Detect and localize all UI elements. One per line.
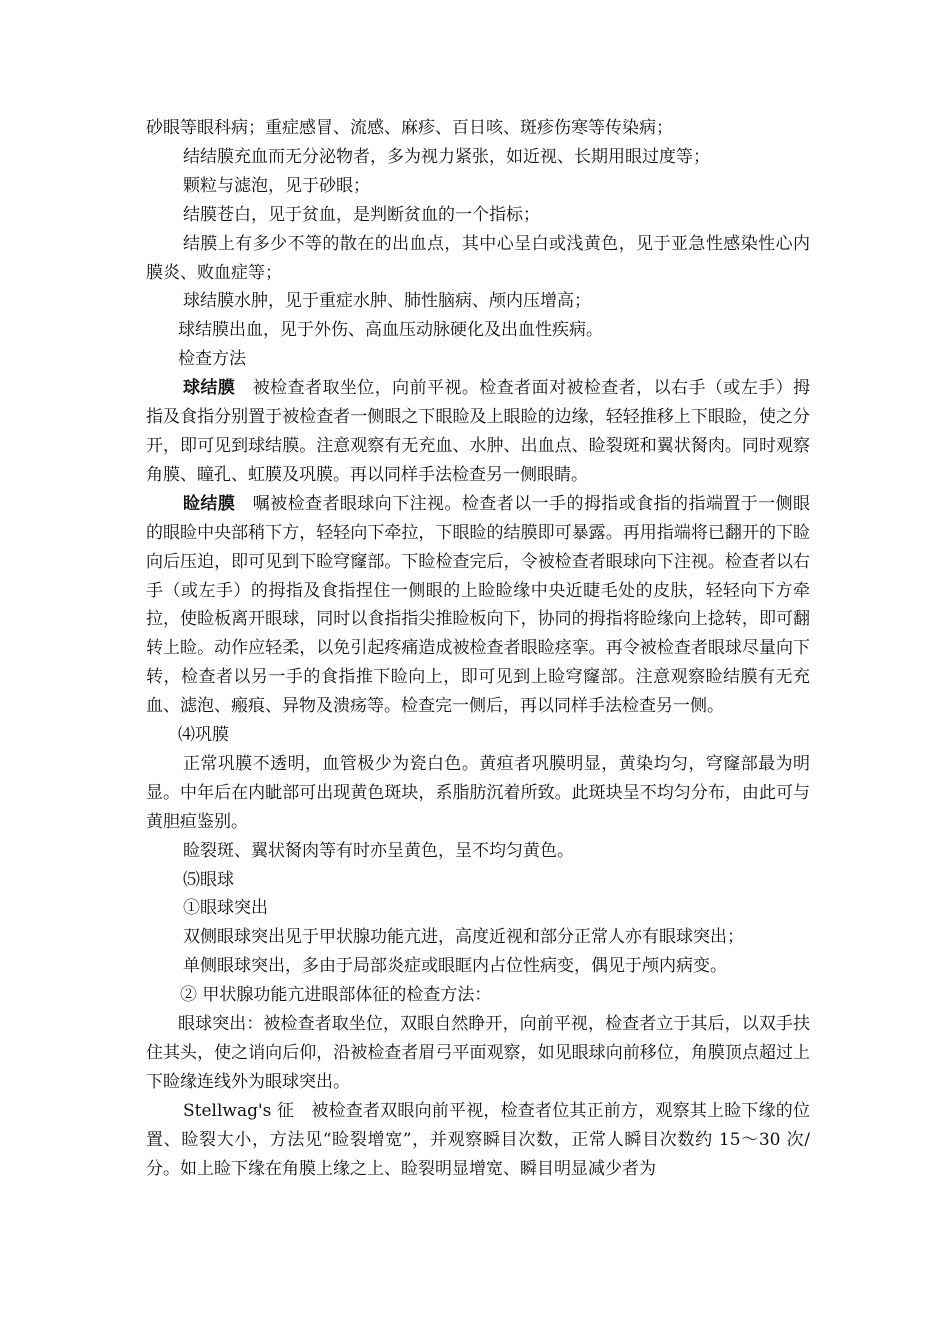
paragraph-7: 球结膜出血，见于外伤、高血压动脉硬化及出血性疾病。 xyxy=(178,320,603,341)
paragraph-3: 颗粒与滤泡，见于砂眼； xyxy=(183,175,370,196)
term-palpebral-conjunctiva: 睑结膜 xyxy=(183,493,236,514)
paragraph-15: 双侧眼球突出见于甲状腺功能亢进，高度近视和部分正常人亦有眼球突出； xyxy=(183,927,744,948)
paragraph-16: 单侧眼球突出，多由于局部炎症或眼眶内占位性病变，偶见于颅内病变。 xyxy=(183,956,727,977)
section-heading-method: 检查方法 xyxy=(178,349,246,370)
subheading-hyperthyroid-method: ② 甲状腺功能亢进眼部体征的检查方法： xyxy=(180,985,492,1006)
paragraph-2: 结结膜充血而无分泌物者，多为视力紧张，如近视、长期用眼过度等； xyxy=(183,146,710,167)
paragraph-text: 被检查者取坐位，向前平视。检查者面对被检查者，以右手（或左手）拇指及食指分别置于被检查者一侧眼之下眼睑及上眼睑的边缘，轻轻推移上下眼睑，使之分开，即可见到球结膜。注意观察有无充血、水肿、出血点、睑裂斑和翼状胬肉。同时观察角膜、瞳孔、虹膜及巩膜。再以同样手法检查另一侧眼睛。 xyxy=(146,378,811,485)
paragraph-1: 砂眼等眼科病；重症感冒、流感、麻疹、百日咳、斑疹伤寒等传染病； xyxy=(146,118,673,138)
paragraph-5: 结膜上有多少不等的散在的出血点，其中心呈白或浅黄色，见于亚急性感染性心内膜炎、败血症等； xyxy=(146,233,810,283)
paragraph-6: 球结膜水肿，见于重症水肿、肺性脑病、颅内压增高； xyxy=(183,291,591,312)
paragraph-bulbar-conjunctiva xyxy=(146,374,810,490)
paragraph-4: 结膜苍白，见于贫血，是判断贫血的一个指标； xyxy=(183,204,540,225)
document-page xyxy=(146,114,810,1184)
paragraph-palpebral-conjunctiva xyxy=(146,490,810,721)
term-bulbar-conjunctiva: 球结膜 xyxy=(183,378,236,399)
paragraph-text: 嘱被检查者眼球向下注视。检查者以一手的拇指或食指的指端置于一侧眼的眼睑中央部稍下方，轻轻向下牵拉，下眼睑的结膜即可暴露。再用指端将已翻开的下睑向后压迫，即可见到下睑穹窿部。下睑检查完后，令被检查者眼球向下注视。检查者以右手（或左手）的拇指及食指捏住一侧眼的上睑睑缘中央近睫毛处的皮肤，轻轻向下方牵拉，使睑板离开眼球，同时以食指指尖推睑板向下，协同的拇指将睑缘向上捻转，即可翻转上睑。动作应轻柔，以免引起疼痛造成被检查者眼睑痉挛。再令被检查者眼球尽量向下转，检查者以另一手的食指推下睑向上，即可见到上睑穹窿部。注意观察睑结膜有无充血、滤泡、瘢痕、异物及溃疡等。检查完一侧后，再以同样手法检查另一侧。 xyxy=(146,493,811,717)
section-heading-eyeball: ⑸眼球 xyxy=(183,869,234,890)
paragraph-exophthalmos-method: 眼球突出：被检查者取坐位，双眼自然睁开，向前平视，检查者立于其后，以双手扶住其头，使之诮向后仰，沿被检查者眉弓平面观察，如见眼球向前移位，角膜顶点超过上下睑缘连线外为眼球突出。 xyxy=(146,1014,810,1092)
paragraph-sclera: 正常巩膜不透明，血管极少为瓷白色。黄疸者巩膜明显，黄染均匀，穹窿部最为明显。中年后在内眦部可出现黄色斑块，系脂肪沉着所致。此斑块呈不均匀分布，由此可与黄胆疸鉴别。 xyxy=(146,753,810,832)
section-heading-sclera: ⑷巩膜 xyxy=(178,725,229,746)
paragraph-stellwag-sign: Stellwag's 征 被检查者双眼向前平视，检查者位其正前方，观察其上睑下缘的位置、睑裂大小，方法见“睑裂增宽”，并观察瞬目次数，正常人瞬目次数约 15～30 次/分。如上睑下缘在角膜上缘之上、睑裂明显增宽、瞬目明显减少者为 xyxy=(146,1100,810,1179)
paragraph-12: 睑裂斑、翼状胬肉等有时亦呈黄色，呈不均匀黄色。 xyxy=(183,840,574,861)
subheading-exophthalmos: ①眼球突出 xyxy=(183,898,268,919)
